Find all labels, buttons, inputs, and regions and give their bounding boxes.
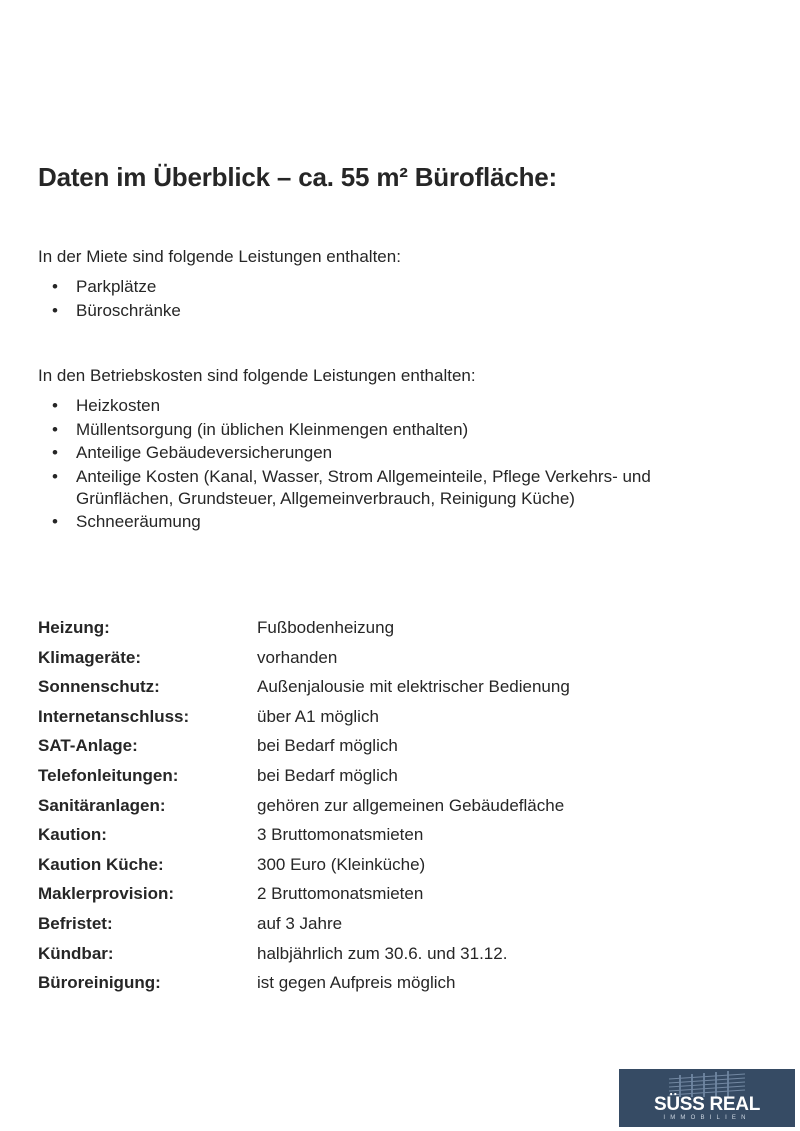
- detail-row-sanitaeranlagen: [38, 795, 758, 825]
- operating-costs-section: [38, 365, 738, 533]
- detail-label: Sonnenschutz:: [38, 677, 160, 697]
- bullet-icon: •: [52, 300, 58, 320]
- detail-row-kaution: [38, 824, 758, 854]
- detail-label: Büroreinigung:: [38, 973, 161, 993]
- detail-value: Fußbodenheizung: [257, 618, 395, 637]
- operating-costs-intro: In den Betriebskosten sind folgende Leistungen enthalten:: [38, 366, 476, 385]
- property-details-table: [38, 617, 758, 1002]
- bullet-icon: •: [52, 443, 58, 462]
- list-item: [38, 395, 696, 417]
- detail-row-sonnenschutz: [38, 676, 758, 706]
- list-item: [38, 300, 696, 322]
- list-item: [38, 466, 696, 510]
- bullet-icon: •: [52, 512, 58, 531]
- detail-row-bueroreinigung: [38, 972, 758, 1002]
- detail-value: über A1 möglich: [257, 706, 379, 726]
- list-item-text: Heizkosten: [76, 396, 161, 415]
- list-item-text: Anteilige Gebäudeversicherungen: [76, 443, 333, 462]
- detail-row-telefonleitungen: [38, 765, 758, 795]
- detail-value: 3 Bruttomonatsmieten: [257, 825, 424, 845]
- detail-row-internetanschluss: [38, 706, 758, 736]
- detail-value: vorhanden: [257, 647, 338, 667]
- detail-value: Außenjalousie mit elektrischer Bedienung: [257, 677, 570, 697]
- detail-label: Sanitäranlagen:: [38, 795, 166, 815]
- detail-label: Heizung:: [38, 618, 110, 637]
- detail-value: bei Bedarf möglich: [257, 736, 398, 756]
- list-item: [38, 276, 696, 298]
- company-logo: [619, 1069, 795, 1127]
- bullet-icon: •: [52, 396, 58, 415]
- list-item: [38, 511, 696, 533]
- detail-label: Kaution:: [38, 825, 107, 845]
- logo-name: SÜSS REAL: [653, 1094, 761, 1115]
- rent-included-intro: In der Miete sind folgende Leistungen enthalten:: [38, 247, 401, 266]
- operating-costs-list: [38, 395, 738, 533]
- page-title: Daten im Überblick – ca. 55 m² Bürofläche:: [38, 162, 557, 192]
- detail-value: 2 Bruttomonatsmieten: [257, 884, 424, 904]
- bullet-icon: •: [52, 466, 58, 486]
- detail-row-befristet: [38, 913, 758, 943]
- detail-label: Kündbar:: [38, 943, 114, 963]
- list-item-text: Anteilige Kosten (Kanal, Wasser, Strom Allgemeinteile, Pflege Verkehrs- und Grünflächen, Grundsteuer, Allgemeinverbrauch, Reinigung Küche): [76, 466, 651, 508]
- detail-label: Internetanschluss:: [38, 706, 190, 726]
- detail-label: Maklerprovision:: [38, 884, 175, 904]
- detail-label: Kaution Küche:: [38, 854, 164, 874]
- bullet-icon: •: [52, 419, 58, 439]
- detail-value: ist gegen Aufpreis möglich: [257, 973, 456, 993]
- bullet-icon: •: [52, 277, 58, 296]
- detail-value: halbjährlich zum 30.6. und 31.12.: [257, 943, 508, 963]
- list-item-text: Müllentsorgung (in üblichen Kleinmengen enthalten): [76, 419, 469, 439]
- detail-row-sat-anlage: [38, 735, 758, 765]
- detail-label: SAT-Anlage:: [38, 736, 138, 756]
- detail-value: auf 3 Jahre: [257, 913, 343, 933]
- list-item-text: Schneeräumung: [76, 512, 201, 531]
- detail-label: Befristet:: [38, 913, 113, 933]
- list-item: [38, 419, 696, 441]
- logo-subtitle: IMMOBILIEN: [663, 1115, 751, 1121]
- list-item: [38, 442, 696, 464]
- detail-row-kuendbar: [38, 943, 758, 973]
- detail-row-maklerprovision: [38, 883, 758, 913]
- detail-row-klimageraete: [38, 647, 758, 677]
- detail-value: bei Bedarf möglich: [257, 765, 398, 785]
- detail-label: Klimageräte:: [38, 647, 141, 667]
- list-item-text: Büroschränke: [76, 300, 181, 320]
- rent-included-list: [38, 276, 738, 322]
- detail-value: gehören zur allgemeinen Gebäudefläche: [257, 795, 565, 815]
- detail-row-kaution-kueche: [38, 854, 758, 884]
- rent-included-section: [38, 246, 738, 322]
- detail-label: Telefonleitungen:: [38, 765, 179, 785]
- list-item-text: Parkplätze: [76, 277, 157, 296]
- detail-value: 300 Euro (Kleinküche): [257, 854, 426, 874]
- detail-row-heizung: [38, 617, 758, 647]
